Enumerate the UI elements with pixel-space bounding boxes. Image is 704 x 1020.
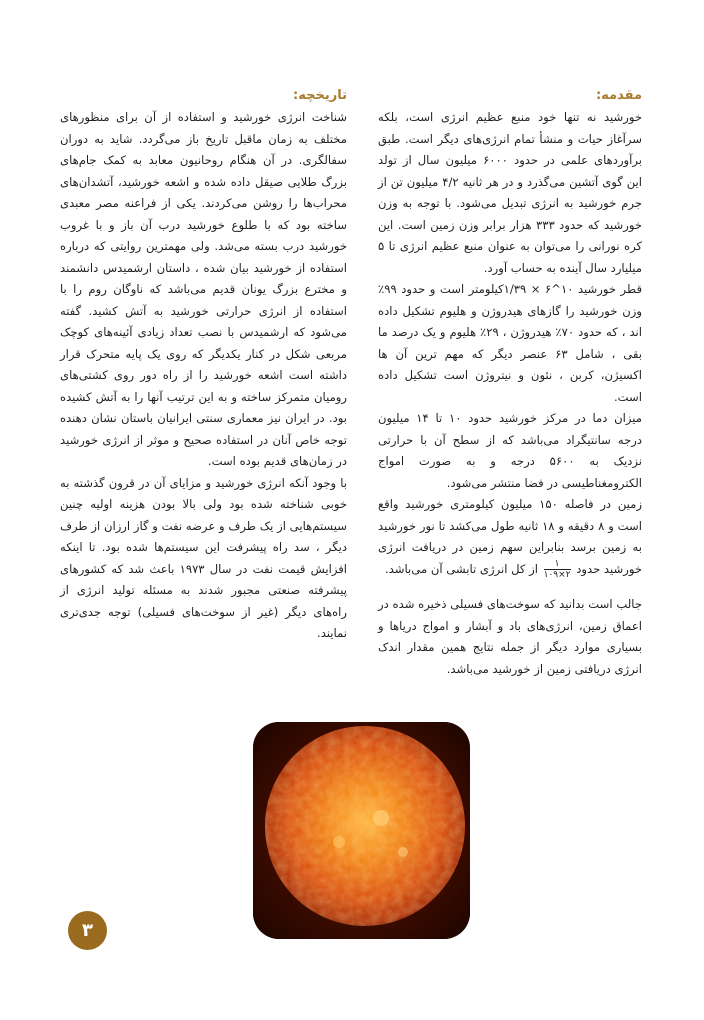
history-paragraph-2: با وجود آنکه انرژی خورشید و مزایای آن در قرون گذشته به خوبی شناخته شده بود ولی بالا بودن هزینه اولیه چنین سیستم‌هایی از یک طرف و عرضه نفت و گاز ارزان از طرف دیگر ، سد راه پیشرفت این سیستم‌ها شده بود. تا اینکه افزایش قیمت نفت در سال ۱۹۷۳ باعث شد که کشورهای پیشرفته صنعتی مجبور شدند به مسئله تولید انرژی از راه‌های دیگر (غیر از سوخت‌های فسیلی) توجه جدی‌تری نمایند. — [60, 475, 347, 640]
history-paragraph-1: شناخت انرژی خورشید و استفاده از آن برای منظورهای مختلف به زمان ماقبل تاریخ باز می‌گردد. شاید به دوران سفالگری. در آن هنگام روحانیون معابد به کمک جام‌های بزرگ طلایی صیقل داده شده و اشعه خورشید، آتشدان‌های محراب‌ها را روشن می‌کردند. یکی از فراعنه مصر معبدی ساخته بود که با طلوع خورشید درب آن باز و با غروب خورشید درب بسته می‌شد. ولی مهمترین روایتی که درباره استفاده از خورشید بیان شده ، داستان ارشمیدس دانشمند و مخترع بزرگ یونان قدیم می‌باشد که ناوگان روم را با استفاده از انرژی حرارتی خورشید به آتش کشید. گفته می‌شود که ارشمیدس با نصب تعداد زیادی آئینه‌های کوچک مربعی شکل در کنار یکدیگر که روی یک پایه متحرک قرار داشته است اشعه خورشید را از راه دور روی کشتی‌های رومیان متمرکز ساخته و به این ترتیب آنها را به آتش کشیده بود. در ایران نیز معماری سنتی ایرانیان باستان نشان دهنده توجه خاص آنان در استفاده صحیح و موثر از انرژی خورشید در زمان‌های قدیم بوده است. — [60, 110, 347, 468]
sun-image — [253, 722, 470, 939]
intro-paragraph-3: میزان دما در مرکز خورشید حدود ۱۰ تا ۱۴ میلیون درجه سانتیگراد می‌باشد که از سطح آن با حرارتی نزدیک به ۵۶۰۰ درجه و به صورت امواج الکترومغناطیسی در فضا منتشر می‌شود. — [378, 411, 642, 490]
earth-share-fraction — [544, 559, 571, 580]
intro-paragraph-2: قطر خورشید ۱۰^۶ × ۱/۳۹کیلومتر است و حدود ۹۹٪ وزن خورشید را گازهای هیدروژن و هلیوم تشکیل داده اند ، که حدود ۷۰٪ هیدروژن ، ۲۹٪ هلیوم و یک درصد ما بقی ، شامل ۶۳ عنصر دیگر که مهم ترین آن ها اکسیژن، کربن ، نئون و نیتروژن است تشکیل داده است. — [378, 282, 642, 404]
intro-heading: مقدمه: — [595, 88, 642, 103]
history-heading: تاریخچه: — [293, 88, 347, 103]
fraction-numerator: ۱ — [544, 559, 571, 570]
sun-photo — [253, 722, 470, 939]
history-column — [60, 86, 347, 645]
intro-paragraph-5: جالب است بدانید که سوخت‌های فسیلی ذخیره شده در اعماق زمین، انرژی‌های باد و آبشار و امواج دریاها و بسیاری موارد دیگر از جمله نتایج همین مقدار اندک انرژی دریافتی زمین از خورشید می‌باشد. — [378, 597, 642, 676]
intro-column — [378, 86, 642, 680]
intro-paragraph-1: خورشید نه تنها خود منبع عظیم انرژی است، بلکه سرآغاز حیات و منشأ تمام انرژی‌های دیگر است. طبق برآوردهای علمی در حدود ۶۰۰۰ میلیون سال از تولد این گوی آتشین می‌گذرد و در هر ثانیه ۴/۲ میلیون تن از جرم خورشید به انرژی تبدیل می‌شود. با توجه به وزن خورشید که حدود ۳۳۳ هزار برابر وزن زمین است. این کره نورانی را می‌توان به عنوان منبع عظیم انرژی تا ۵ میلیارد سال آینده به حساب آورد. — [378, 110, 642, 275]
intro-paragraph-4-text: زمین در فاصله ۱۵۰ میلیون کیلومتری خورشید واقع است و ۸ دقیقه و ۱۸ ثانیه طول می‌کشد تا نور خورشید به زمین برسد بنابراین سهم زمین در دریافت انرژی خورشید حدود — [378, 497, 642, 576]
intro-paragraph-4 — [378, 494, 642, 580]
fraction-denominator: ۲×۱۰۹ — [543, 569, 571, 580]
page-number-badge: ۳ — [68, 911, 107, 950]
intro-paragraph-4-tail: از کل انرژی تابشی آن می‌باشد. — [385, 561, 538, 576]
